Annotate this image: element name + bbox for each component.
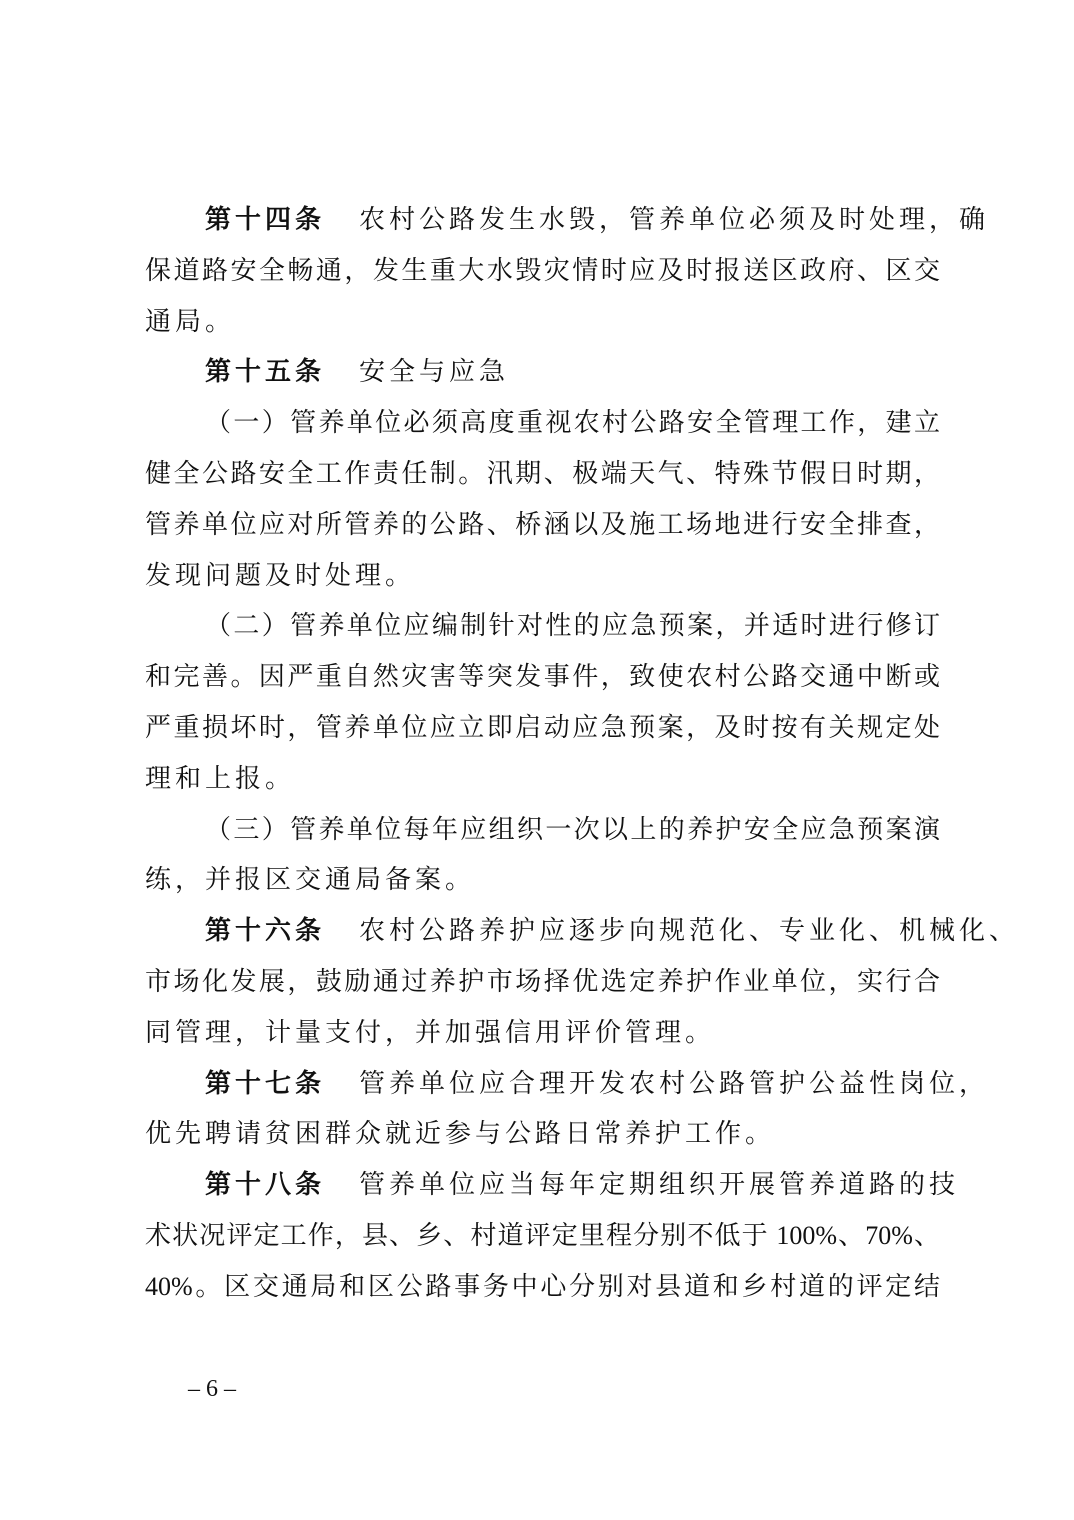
text-line: 同管理，计量支付，并加强信用评价管理。 [145,1017,716,1047]
text-line: 优先聘请贫困群众就近参与公路日常养护工作。 [145,1119,776,1149]
text-line: 严重损坏时，管养单位应立即启动应急预案，及时按有关规定处 [145,712,940,742]
text-line: 通局。 [145,306,236,336]
text-line: 市场化发展，鼓励通过养护市场择优选定养护作业单位，实行合 [145,966,940,996]
article-heading: 第十四条 [205,205,326,234]
text-line: （一）管养单位必须高度重视农村公路安全管理工作，建立 [205,408,940,438]
article-heading: 第十五条 [205,357,326,387]
text-line: 术状况评定工作，县、乡、村道评定里程分别不低于 100%、70%、 [145,1220,940,1250]
document-body [145,195,1020,1313]
text-line: 理和上报。 [145,763,296,793]
article-heading: 第十六条 [205,916,326,946]
text-line: （三）管养单位每年应组织一次以上的养护安全应急预案演 [205,814,940,844]
article-17-line: 第十七条 管养单位应合理开发农村公路管护公益性岗位， [145,1059,940,1110]
text-line: 发现问题及时处理。 [145,560,416,590]
article-16-line: 第十六条 农村公路养护应逐步向规范化、专业化、机械化、 [145,906,940,957]
page-number: – 6 – [188,1376,236,1402]
article-heading: 第十八条 [205,1170,326,1200]
text-line: 管养单位应对所管养的公路、桥涵以及施工场地进行安全排查， [145,509,940,539]
article-heading: 第十七条 [205,1068,326,1098]
text-line: 练，并报区交通局备案。 [145,865,476,895]
text-line: 保道路安全畅通，发生重大水毁灾情时应及时报送区政府、区交 [145,255,940,285]
article-15-line: 第十五条 安全与应急 [205,357,510,387]
text-line: （二）管养单位应编制针对性的应急预案，并适时进行修订 [205,611,940,641]
text-line: 健全公路安全工作责任制。汛期、极端天气、特殊节假日时期， [145,458,940,488]
article-18-line: 第十八条 管养单位应当每年定期组织开展管养道路的技 [145,1160,940,1211]
article-14-line: 第十四条 农村公路发生水毁，管养单位必须及时处理，确 [145,195,940,246]
text-line: 和完善。因严重自然灾害等突发事件，致使农村公路交通中断或 [145,662,940,692]
text-line: 40%。区交通局和区公路事务中心分别对县道和乡村道的评定结 [145,1271,940,1301]
